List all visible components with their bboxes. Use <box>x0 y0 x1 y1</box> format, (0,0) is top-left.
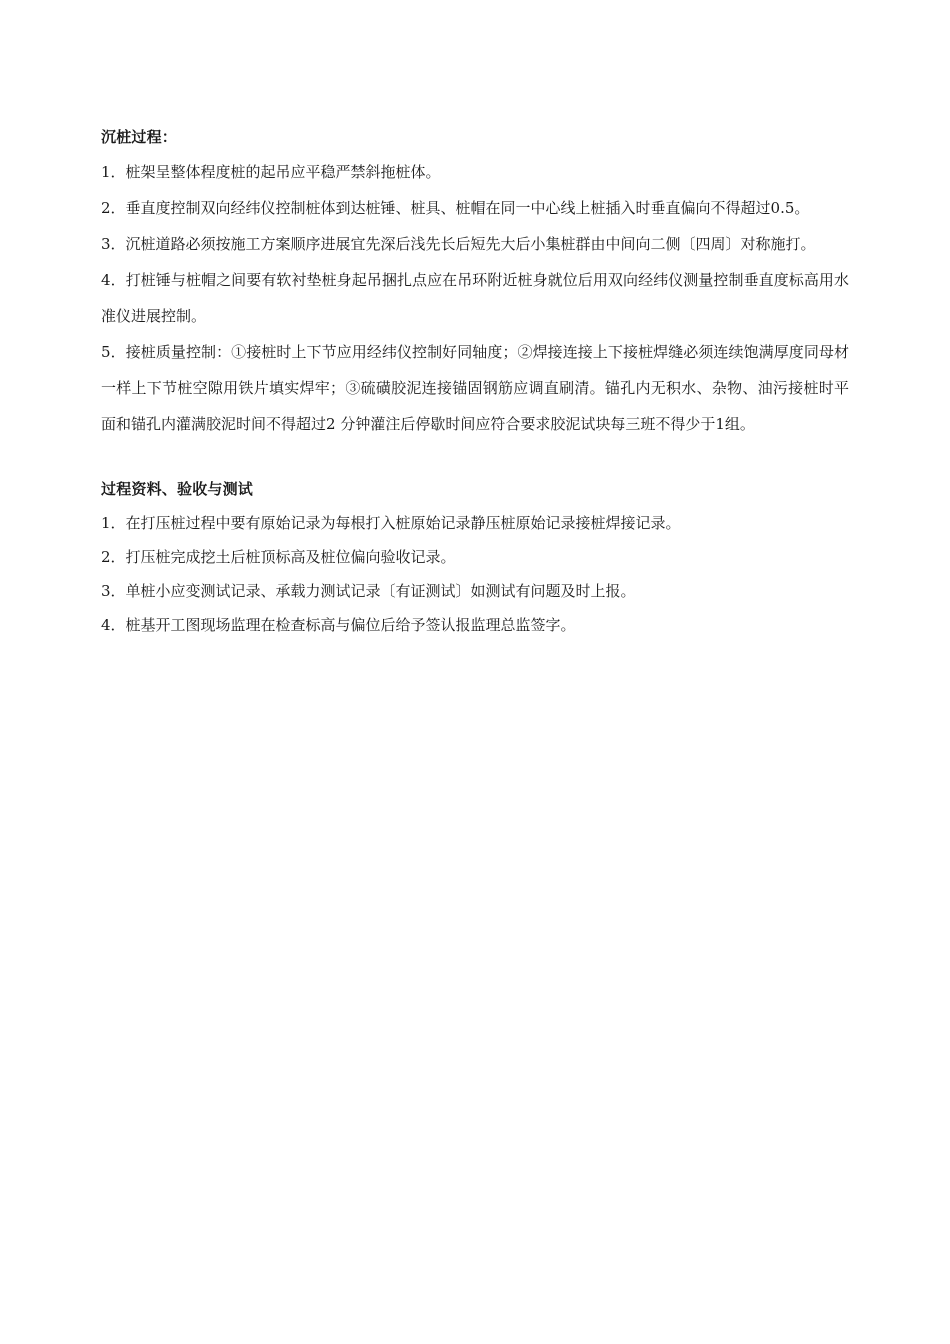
item-text: 桩架呈整体程度桩的起吊应平稳严禁斜拖桩体。 <box>125 163 441 181</box>
item-text: 垂直度控制双向经纬仪控制桩体到达桩锤、桩具、桩帽在同一中心线上桩插入时垂直偏向不得超过0.5。 <box>125 199 810 217</box>
item-number: 4． <box>101 616 126 634</box>
list-item <box>101 190 849 226</box>
item-number: 2． <box>101 199 126 217</box>
list-item <box>101 154 849 190</box>
item-number: 4． <box>101 271 126 289</box>
item-text: 接桩质量控制：①接桩时上下节应用经纬仪控制好同轴度；②焊接连接上下接桩焊缝必须连续饱满厚度同母材一样上下节桩空隙用铁片填实焊牢；③硫磺胶泥连接锚固钢筋应调直刷清。锚孔内无积水、杂物、油污接桩时平面和锚孔内灌满胶泥时间不得超过2 分钟灌注后停歇时间应符合要求胶泥试块每三班不得少于1组。 <box>101 343 849 433</box>
item-text: 打压桩完成挖土后桩顶标高及桩位偏向验收记录。 <box>125 548 456 566</box>
list-item <box>101 540 849 574</box>
document-body <box>101 120 849 642</box>
item-text: 单桩小应变测试记录、承载力测试记录〔有证测试〕如测试有问题及时上报。 <box>125 582 636 600</box>
item-number: 2． <box>101 548 126 566</box>
list-item <box>101 506 849 540</box>
list-item <box>101 608 849 642</box>
item-text: 打桩锤与桩帽之间要有软衬垫桩身起吊捆扎点应在吊环附近桩身就位后用双向经纬仪测量控制垂直度标高用水准仪进展控制。 <box>101 271 849 325</box>
section-piling-process <box>101 120 849 442</box>
item-number: 3． <box>101 582 126 600</box>
section-heading: 过程资料、验收与测试 <box>101 480 254 498</box>
item-number: 5． <box>101 343 126 361</box>
item-number: 1． <box>101 514 126 532</box>
item-number: 1． <box>101 163 126 181</box>
section-records-acceptance-testing <box>101 472 849 642</box>
item-text: 在打压桩过程中要有原始记录为每根打入桩原始记录静压桩原始记录接桩焊接记录。 <box>125 514 681 532</box>
section-heading: 沉桩过程： <box>101 128 178 146</box>
list-item <box>101 574 849 608</box>
item-number: 3． <box>101 235 126 253</box>
list-item <box>101 226 849 262</box>
item-text: 沉桩道路必须按施工方案顺序进展宜先深后浅先长后短先大后小集桩群由中间向二侧〔四周〕对称施打。 <box>125 235 816 253</box>
item-text: 桩基开工图现场监理在检查标高与偏位后给予签认报监理总监签字。 <box>125 616 576 634</box>
list-item <box>101 334 849 442</box>
list-item <box>101 262 849 334</box>
section-spacer <box>101 442 849 472</box>
